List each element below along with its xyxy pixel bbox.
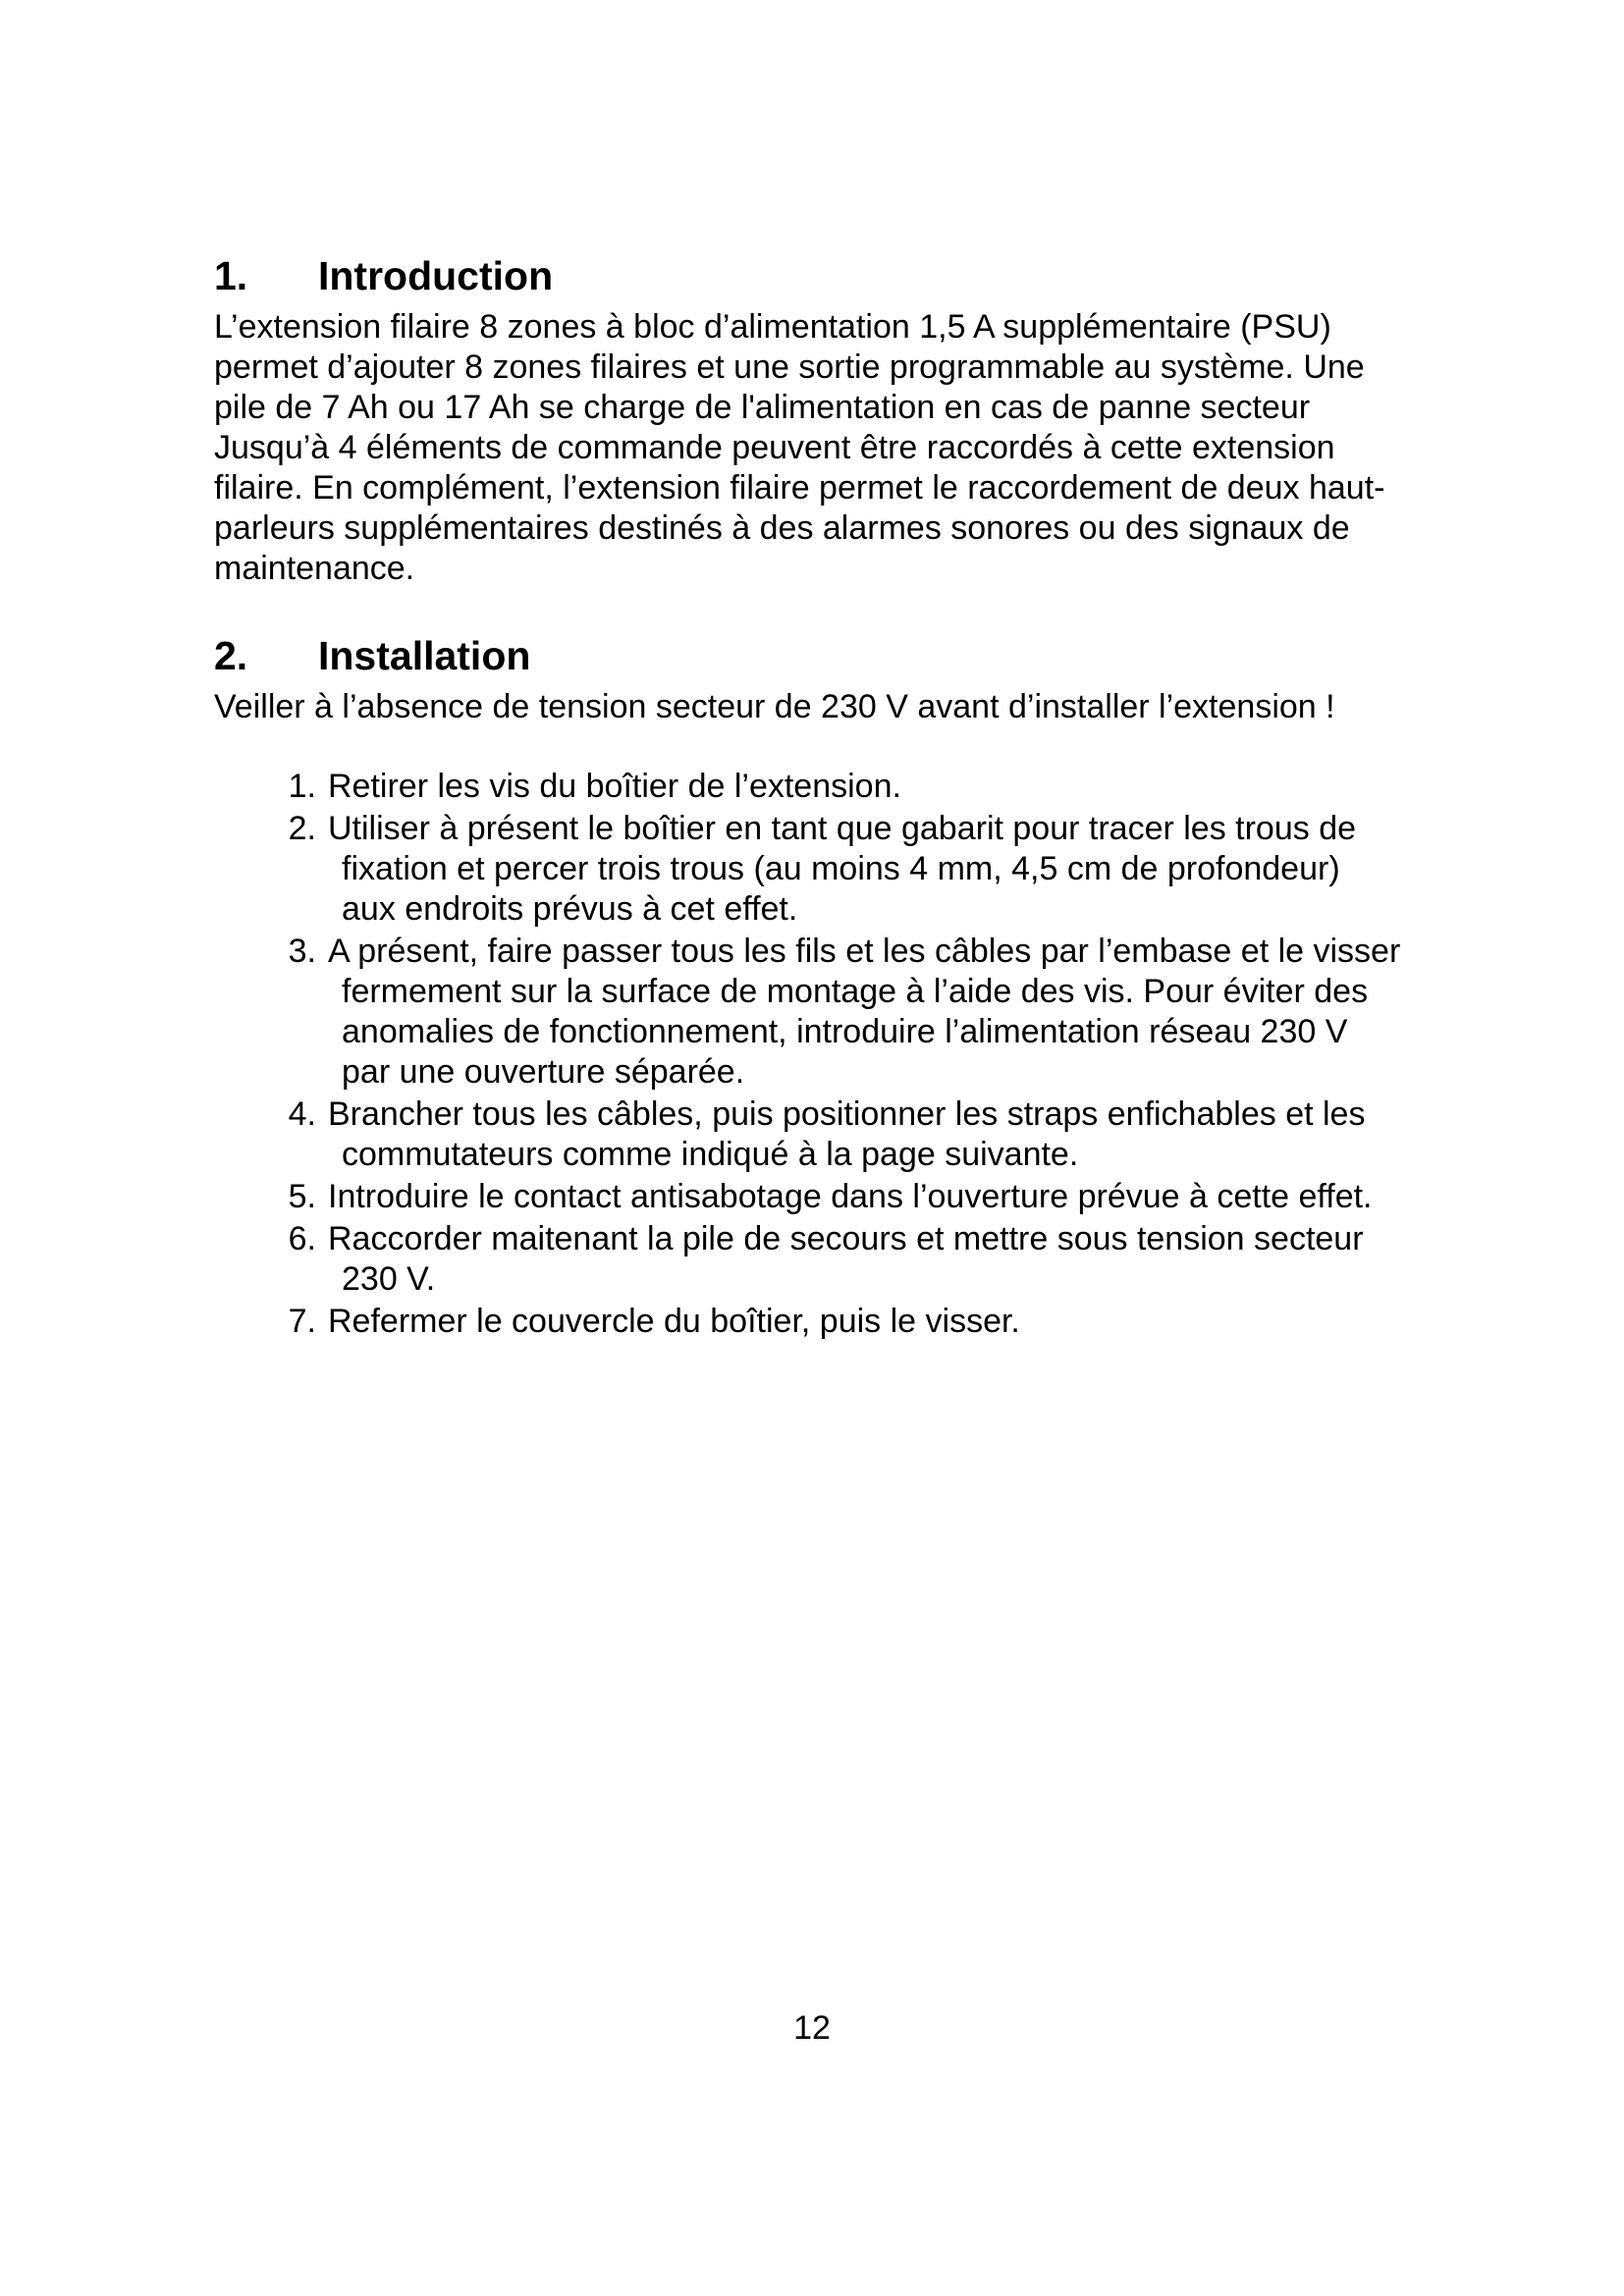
- step-number: 2.: [288, 810, 316, 847]
- list-item: [214, 1095, 1422, 1175]
- step-text: Raccorder maitenant la pile de secours et mettre sous tension secteur 230 V.: [328, 1220, 1364, 1298]
- step-number: 4.: [288, 1095, 316, 1133]
- step-number: 6.: [288, 1220, 316, 1257]
- section-heading-installation: [214, 630, 1422, 681]
- step-number: 5.: [288, 1178, 316, 1215]
- installation-steps-list: [214, 767, 1422, 1342]
- page-content: [214, 250, 1422, 1344]
- step-number: 1.: [288, 768, 316, 805]
- list-item: [214, 932, 1422, 1093]
- step-text: Brancher tous les câbles, puis positionner les straps enfichables et les commutateurs comme indiqué à la page suivante.: [328, 1095, 1366, 1173]
- section-number: 1.: [214, 253, 248, 298]
- list-item: [214, 1219, 1422, 1300]
- step-number: 7.: [288, 1303, 316, 1340]
- list-item: [214, 767, 1422, 807]
- step-text: A présent, faire passer tous les fils et les câbles par l’embase et le visser fermement sur la surface de montage à l’aide des vis. Pour éviter des anomalies de fonctionnement, introduire l’alimentation réseau 230 V par une ouverture séparée.: [328, 933, 1401, 1091]
- installation-warning: Veiller à l’absence de tension secteur de 230 V avant d’installer l’extension !: [214, 688, 1335, 725]
- step-text: Retirer les vis du boîtier de l’extension.: [328, 768, 901, 805]
- page-number: 12: [793, 2009, 831, 2047]
- list-item: [214, 1177, 1422, 1217]
- step-number: 3.: [288, 933, 316, 970]
- section-number: 2.: [214, 633, 248, 678]
- list-item: [214, 1302, 1422, 1342]
- introduction-paragraph: L’extension filaire 8 zones à bloc d’alimentation 1,5 A supplémentaire (PSU) permet d’ajouter 8 zones filaires et une sortie programmable au système. Une pile de 7 Ah ou 17 Ah se charge de l'alimentation en cas de panne secteur Jusqu’à 4 éléments de commande peuvent être raccordés à cette extension filaire. En complément, l’extension filaire permet le raccordement de deux haut-parleurs supplémentaires destinés à des alarmes sonores ou des signaux de maintenance.: [214, 308, 1385, 587]
- section-title: Introduction: [318, 253, 554, 298]
- step-text: Utiliser à présent le boîtier en tant que gabarit pour tracer les trous de fixation et percer trois trous (au moins 4 mm, 4,5 cm de profondeur) aux endroits prévus à cet effet.: [328, 810, 1357, 928]
- section-heading-introduction: [214, 250, 1422, 301]
- section-title: Installation: [318, 633, 531, 678]
- list-item: [214, 809, 1422, 930]
- step-text: Introduire le contact antisabotage dans l’ouverture prévue à cette effet.: [328, 1178, 1373, 1215]
- step-text: Refermer le couvercle du boîtier, puis le visser.: [328, 1303, 1020, 1340]
